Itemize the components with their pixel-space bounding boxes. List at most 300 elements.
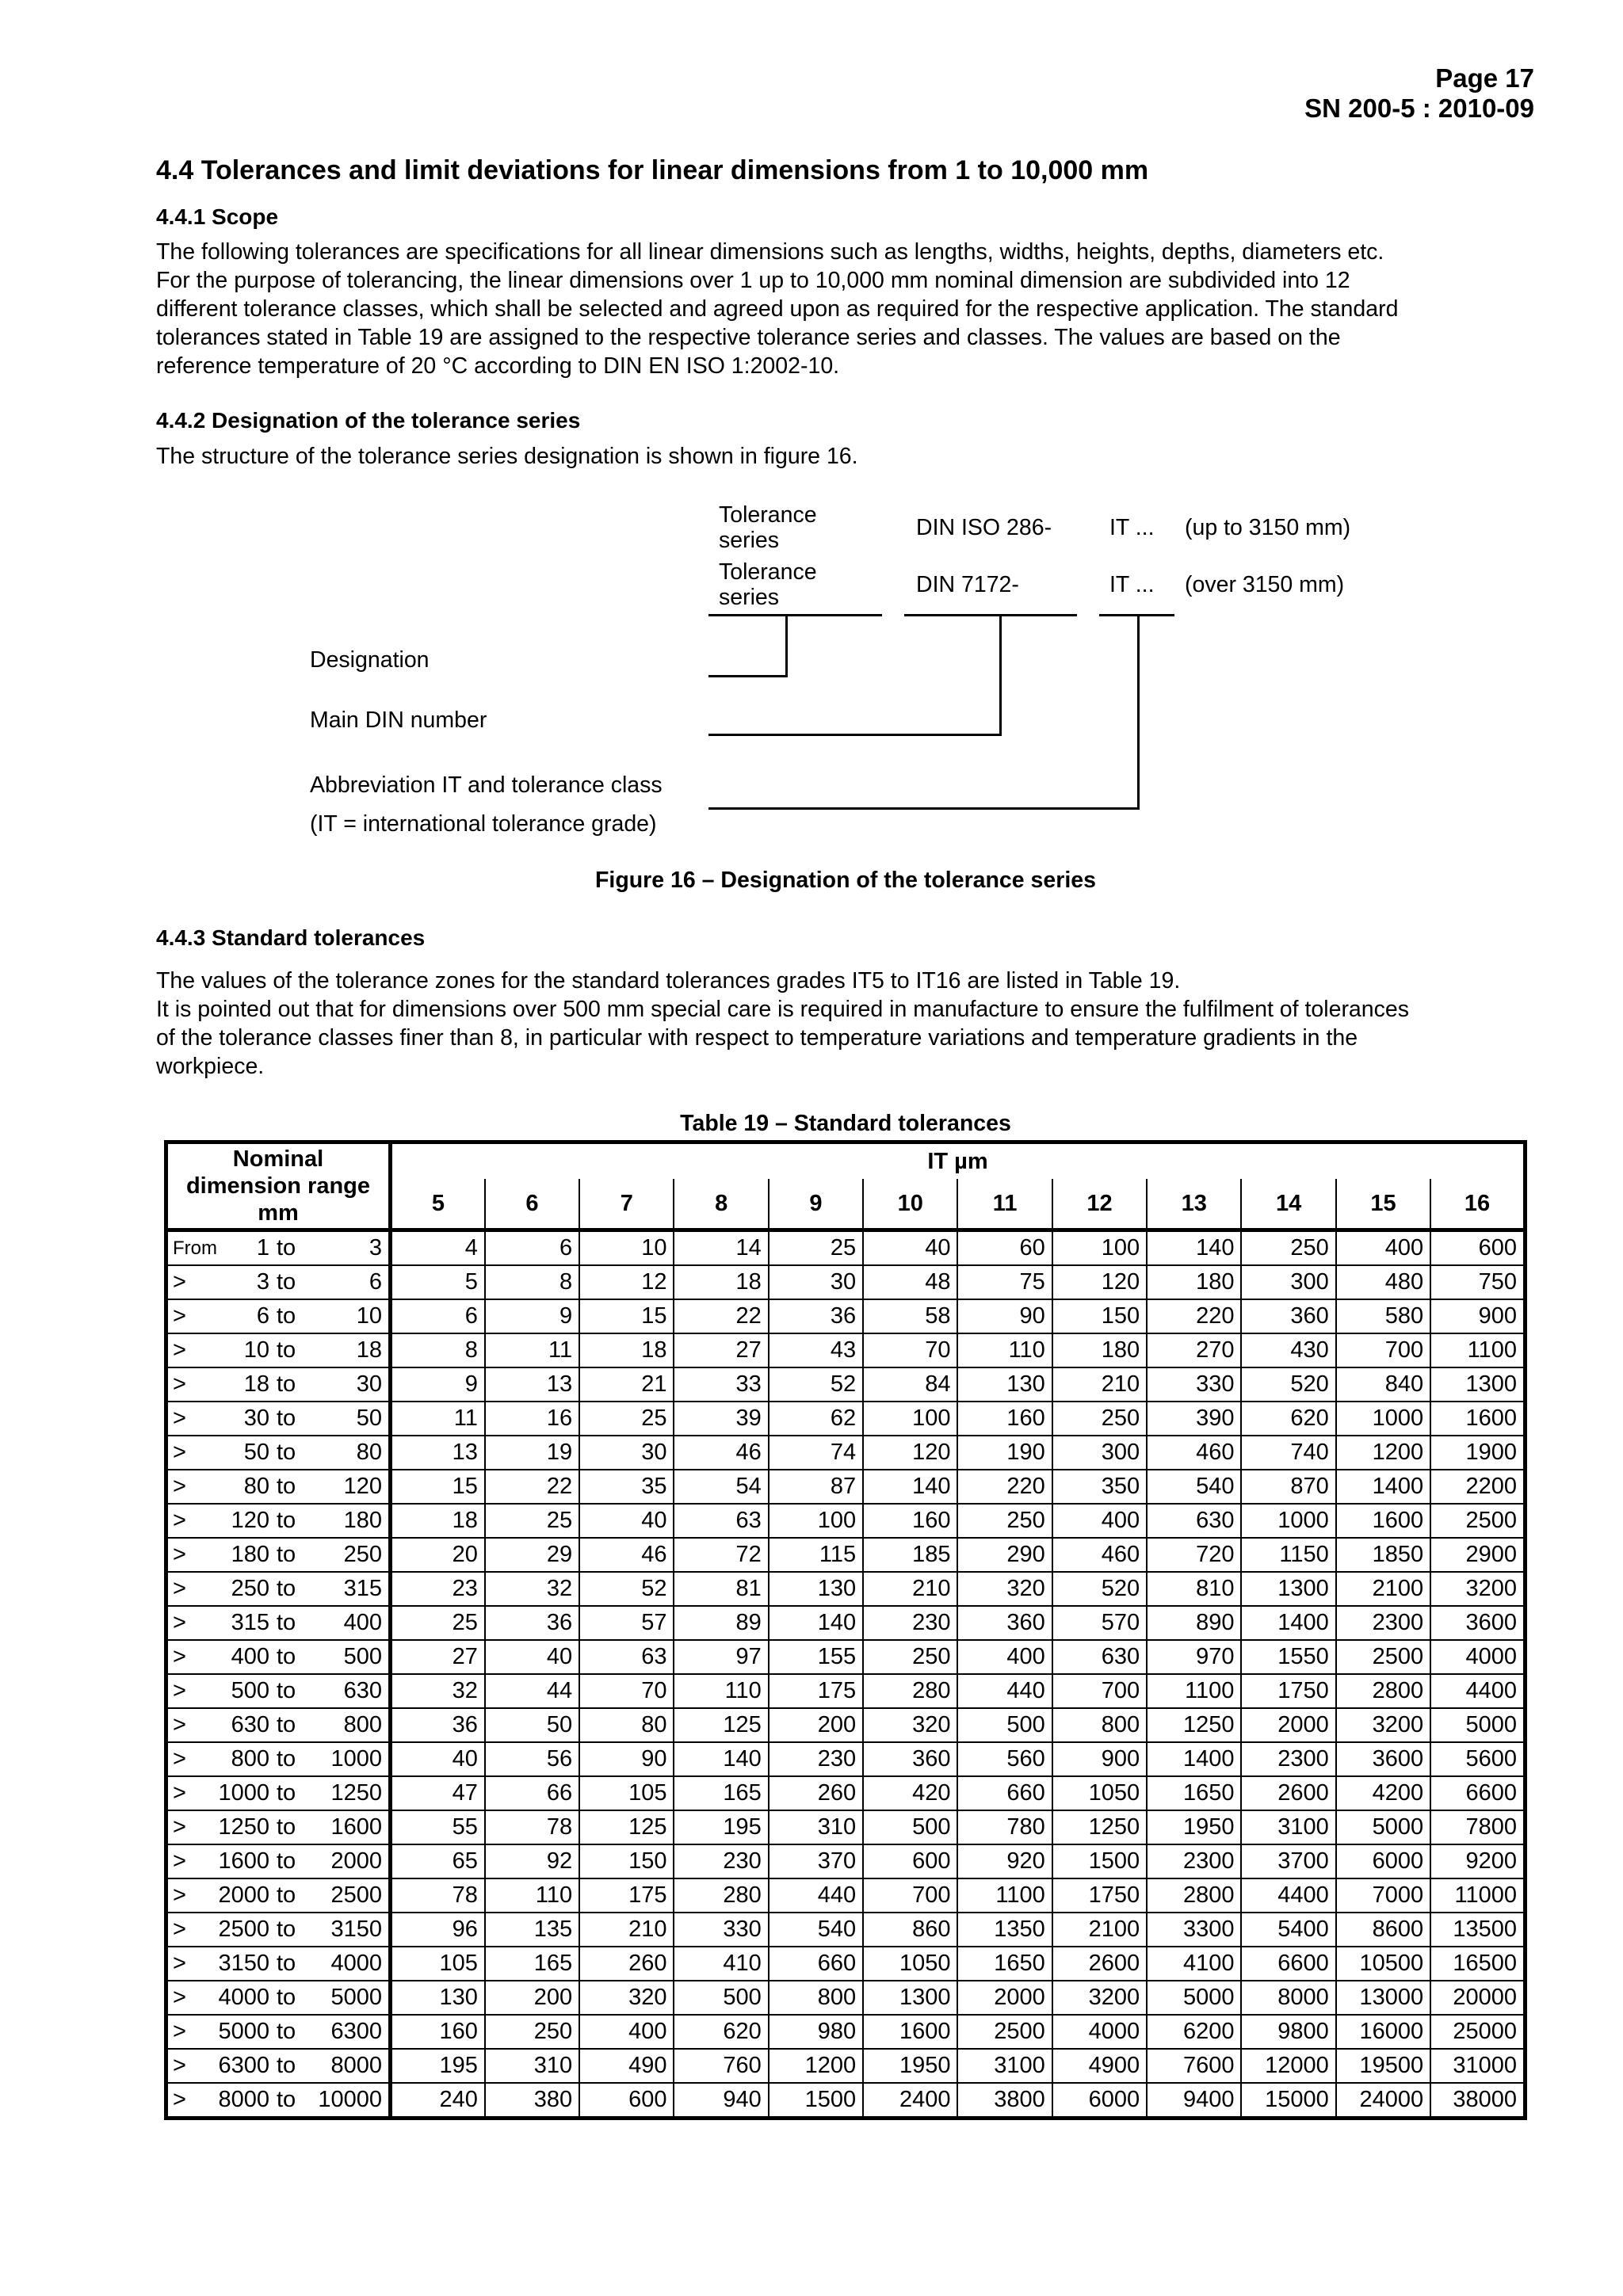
table-row xyxy=(166,1538,1526,1572)
tolerance-value: 210 xyxy=(863,1572,957,1606)
tolerance-value: 1600 xyxy=(863,2015,957,2049)
tolerance-value: 890 xyxy=(1147,1606,1241,1640)
table-row xyxy=(166,1742,1526,1776)
text-line: series xyxy=(719,528,780,553)
tolerance-value: 9400 xyxy=(1147,2083,1241,2119)
range-to: to xyxy=(277,1371,296,1397)
tolerance-value: 300 xyxy=(1241,1265,1335,1299)
label-abbreviation-note: (IT = international tolerance grade) xyxy=(310,811,657,837)
tolerance-value: 1850 xyxy=(1336,1538,1430,1572)
range-to: to xyxy=(277,1542,296,1567)
it-class-1: IT ... xyxy=(1109,515,1155,540)
tolerance-value: 11 xyxy=(485,1333,579,1367)
text-line: workpiece. xyxy=(156,1054,265,1079)
tolerance-value: 16500 xyxy=(1430,1947,1525,1981)
range-prefix: > xyxy=(173,1644,186,1669)
grade-header: 15 xyxy=(1336,1179,1430,1230)
table-row xyxy=(166,2049,1526,2083)
tolerance-value: 6 xyxy=(391,1299,485,1333)
standard-tolerances-paragraph xyxy=(156,967,1409,1081)
tolerance-value: 320 xyxy=(579,1981,674,2015)
tolerance-value: 4200 xyxy=(1336,1776,1430,1810)
range-prefix: > xyxy=(173,1371,186,1397)
range-upto: 8000 xyxy=(330,2053,382,2078)
tolerance-value: 200 xyxy=(769,1708,863,1742)
tolerance-value: 180 xyxy=(1147,1265,1241,1299)
underline-din xyxy=(904,614,1077,616)
tolerance-value: 2500 xyxy=(957,2015,1052,2049)
tolerance-value: 81 xyxy=(674,1572,768,1606)
tolerance-value: 90 xyxy=(957,1299,1052,1333)
table-row xyxy=(166,1402,1526,1436)
range-prefix: > xyxy=(173,1712,186,1737)
tolerance-value: 25 xyxy=(769,1230,863,1266)
range-from: 6 xyxy=(256,1303,269,1329)
text-line: mm xyxy=(258,1200,299,1226)
tolerance-value: 600 xyxy=(863,1844,957,1878)
table-row xyxy=(166,1572,1526,1606)
tolerance-value: 9 xyxy=(391,1367,485,1402)
tolerance-value: 490 xyxy=(579,2049,674,2083)
tolerance-value: 46 xyxy=(579,1538,674,1572)
tolerance-value: 18 xyxy=(579,1333,674,1367)
grade-header: 14 xyxy=(1241,1179,1335,1230)
standard-tolerances-heading: 4.4.3 Standard tolerances xyxy=(156,925,426,950)
range-upto: 1600 xyxy=(330,1814,382,1840)
range-upto: 800 xyxy=(343,1712,382,1737)
tolerance-value: 9800 xyxy=(1241,2015,1335,2049)
tolerance-value: 3200 xyxy=(1336,1708,1430,1742)
range-cell xyxy=(166,2015,391,2049)
tolerance-value: 130 xyxy=(957,1367,1052,1402)
tolerance-value: 3700 xyxy=(1241,1844,1335,1878)
table-row xyxy=(166,1265,1526,1299)
tolerance-value: 115 xyxy=(769,1538,863,1572)
text-line: For the purpose of tolerancing, the linear dimensions over 1 up to 10,000 mm nominal dimension are subdivided into 12 xyxy=(156,268,1350,293)
tolerance-value: 80 xyxy=(579,1708,674,1742)
tolerance-value: 2500 xyxy=(1430,1504,1525,1538)
tolerance-value: 750 xyxy=(1430,1265,1525,1299)
range-prefix: > xyxy=(173,2053,186,2078)
tolerance-value: 140 xyxy=(674,1742,768,1776)
tolerance-value: 66 xyxy=(485,1776,579,1810)
range-prefix: > xyxy=(173,1610,186,1635)
range-cell xyxy=(166,1708,391,1742)
tolerance-value: 3800 xyxy=(957,2083,1052,2119)
tolerance-value: 3600 xyxy=(1336,1742,1430,1776)
table-row xyxy=(166,1504,1526,1538)
range-prefix: > xyxy=(173,1269,186,1295)
tolerance-value: 29 xyxy=(485,1538,579,1572)
text-line: dimension range xyxy=(185,1173,371,1199)
tolerance-value: 900 xyxy=(1430,1299,1525,1333)
tolerance-value: 600 xyxy=(579,2083,674,2119)
tolerance-value: 9200 xyxy=(1430,1844,1525,1878)
tolerance-value: 32 xyxy=(485,1572,579,1606)
tolerance-value: 5 xyxy=(391,1265,485,1299)
table-row xyxy=(166,1981,1526,2015)
tolerance-value: 2300 xyxy=(1336,1606,1430,1640)
tolerance-value: 70 xyxy=(579,1674,674,1708)
tolerance-value: 15000 xyxy=(1241,2083,1335,2119)
tolerance-value: 2200 xyxy=(1430,1470,1525,1504)
tolerance-value: 22 xyxy=(485,1470,579,1504)
range-prefix: > xyxy=(173,1985,186,2010)
tolerance-value: 540 xyxy=(1147,1470,1241,1504)
tolerance-value: 52 xyxy=(769,1367,863,1402)
tolerance-value: 2100 xyxy=(1336,1572,1430,1606)
tolerance-value: 84 xyxy=(863,1367,957,1402)
tolerance-value: 260 xyxy=(579,1947,674,1981)
tolerance-value: 1300 xyxy=(1430,1367,1525,1402)
tolerance-value: 920 xyxy=(957,1844,1052,1878)
tolerance-value: 1000 xyxy=(1241,1504,1335,1538)
tolerance-value: 40 xyxy=(485,1640,579,1674)
range-prefix: > xyxy=(173,1405,186,1431)
tolerance-value: 230 xyxy=(863,1606,957,1640)
tolerance-value: 62 xyxy=(769,1402,863,1436)
range-from: 50 xyxy=(243,1440,269,1465)
tolerance-value: 160 xyxy=(957,1402,1052,1436)
tolerance-value: 1100 xyxy=(957,1878,1052,1913)
tolerance-value: 15 xyxy=(579,1299,674,1333)
range-from: 1 xyxy=(256,1235,269,1261)
tolerance-value: 14 xyxy=(674,1230,768,1266)
tolerance-value: 740 xyxy=(1241,1436,1335,1470)
tolerance-value: 32 xyxy=(391,1674,485,1708)
scope-paragraph xyxy=(156,238,1398,380)
text-line: different tolerance classes, which shall be selected and agreed upon as required for the respective application. The standard xyxy=(156,296,1399,322)
connector-din-h xyxy=(708,734,1002,736)
tolerance-value: 5000 xyxy=(1147,1981,1241,2015)
range-cell xyxy=(166,1606,391,1640)
tolerance-value: 13000 xyxy=(1336,1981,1430,2015)
tolerance-value: 3300 xyxy=(1147,1913,1241,1947)
tolerance-value: 630 xyxy=(1147,1504,1241,1538)
tolerance-value: 195 xyxy=(391,2049,485,2083)
tolerance-value: 1250 xyxy=(1147,1708,1241,1742)
tolerance-value: 3100 xyxy=(957,2049,1052,2083)
tolerance-value: 9 xyxy=(485,1299,579,1333)
tolerance-value: 200 xyxy=(485,1981,579,2015)
tolerance-value: 12000 xyxy=(1241,2049,1335,2083)
range-header xyxy=(166,1142,391,1230)
range-upto: 630 xyxy=(343,1678,382,1703)
table-row xyxy=(166,1299,1526,1333)
range-cell xyxy=(166,1402,391,1436)
text-line: reference temperature of 20 °C according to DIN EN ISO 1:2002-10. xyxy=(156,353,840,379)
tolerance-value: 6 xyxy=(485,1230,579,1266)
tolerance-value: 700 xyxy=(1052,1674,1147,1708)
range-upto: 10000 xyxy=(318,2087,382,2112)
tolerance-value: 430 xyxy=(1241,1333,1335,1367)
tolerance-value: 440 xyxy=(957,1674,1052,1708)
range-from: 120 xyxy=(231,1508,269,1533)
range-cell xyxy=(166,1640,391,1674)
label-designation: Designation xyxy=(310,647,430,673)
tolerance-value: 11 xyxy=(391,1402,485,1436)
tolerance-value: 540 xyxy=(769,1913,863,1947)
range-prefix: > xyxy=(173,1780,186,1806)
range-to: to xyxy=(277,1644,296,1669)
tolerance-value: 40 xyxy=(863,1230,957,1266)
table-row xyxy=(166,1913,1526,1947)
tolerance-value: 27 xyxy=(674,1333,768,1367)
range-from: 10 xyxy=(243,1337,269,1363)
connector-designation-h xyxy=(708,675,788,677)
text-line: The following tolerances are specifications for all linear dimensions such as lengths, widths, heights, depths, diameters etc. xyxy=(156,239,1384,265)
range-to: to xyxy=(277,2019,296,2044)
tolerance-value: 560 xyxy=(957,1742,1052,1776)
range-prefix: > xyxy=(173,1746,186,1772)
tolerance-value: 160 xyxy=(391,2015,485,2049)
tolerance-value: 320 xyxy=(957,1572,1052,1606)
range-from: 315 xyxy=(231,1610,269,1635)
tolerance-value: 1550 xyxy=(1241,1640,1335,1674)
range-prefix: > xyxy=(173,1474,186,1499)
tolerance-value: 1500 xyxy=(1052,1844,1147,1878)
tolerance-value: 320 xyxy=(863,1708,957,1742)
tolerance-value: 210 xyxy=(579,1913,674,1947)
tolerance-value: 520 xyxy=(1052,1572,1147,1606)
range-upto: 315 xyxy=(343,1576,382,1601)
range-prefix: > xyxy=(173,1303,186,1329)
tolerance-value: 52 xyxy=(579,1572,674,1606)
range-to: to xyxy=(277,1712,296,1737)
text-line: tolerances stated in Table 19 are assigned to the respective tolerance series and classes. The values are based on the xyxy=(156,325,1341,350)
standard-tolerances-table xyxy=(164,1140,1527,2120)
range-upto: 3150 xyxy=(330,1917,382,1942)
range-to: to xyxy=(277,1440,296,1465)
tolerance-value: 2500 xyxy=(1336,1640,1430,1674)
grade-header: 9 xyxy=(769,1179,863,1230)
connector-designation-v xyxy=(785,615,788,677)
tolerance-value: 48 xyxy=(863,1265,957,1299)
range-2: (over 3150 mm) xyxy=(1185,572,1345,597)
range-to: to xyxy=(277,1235,296,1261)
range-to: to xyxy=(277,1780,296,1806)
range-prefix: From xyxy=(173,1238,217,1259)
tolerance-value: 2800 xyxy=(1147,1878,1241,1913)
tolerance-value: 2000 xyxy=(1241,1708,1335,1742)
tolerance-value: 130 xyxy=(769,1572,863,1606)
tolerance-value: 100 xyxy=(863,1402,957,1436)
range-to: to xyxy=(277,1576,296,1601)
tolerance-value: 23 xyxy=(391,1572,485,1606)
tolerance-value: 10 xyxy=(579,1230,674,1266)
tolerance-value: 230 xyxy=(674,1844,768,1878)
grade-header: 8 xyxy=(674,1179,768,1230)
range-upto: 500 xyxy=(343,1644,382,1669)
range-cell xyxy=(166,2049,391,2083)
tolerance-value: 350 xyxy=(1052,1470,1147,1504)
text-line: The values of the tolerance zones for the standard tolerances grades IT5 to IT16 are listed in Table 19. xyxy=(156,968,1181,994)
tolerance-value: 260 xyxy=(769,1776,863,1810)
tolerance-value: 25 xyxy=(579,1402,674,1436)
tolerance-value: 370 xyxy=(769,1844,863,1878)
tolerance-value: 15 xyxy=(391,1470,485,1504)
tolerance-value: 175 xyxy=(579,1878,674,1913)
tolerance-value: 4000 xyxy=(1052,2015,1147,2049)
range-upto: 180 xyxy=(343,1508,382,1533)
tolerance-value: 125 xyxy=(674,1708,768,1742)
tolerance-value: 155 xyxy=(769,1640,863,1674)
tolerance-value: 780 xyxy=(957,1810,1052,1844)
range-upto: 120 xyxy=(343,1474,382,1499)
tolerance-value: 24000 xyxy=(1336,2083,1430,2119)
tolerance-value: 250 xyxy=(1241,1230,1335,1266)
range-prefix: > xyxy=(173,1814,186,1840)
tolerance-value: 360 xyxy=(957,1606,1052,1640)
label-abbreviation: Abbreviation IT and tolerance class xyxy=(310,772,663,798)
tolerance-value: 6000 xyxy=(1336,1844,1430,1878)
tolerance-value: 110 xyxy=(485,1878,579,1913)
range-cell xyxy=(166,1333,391,1367)
tolerance-value: 27 xyxy=(391,1640,485,1674)
tolerance-value: 1250 xyxy=(1052,1810,1147,1844)
range-cell xyxy=(166,1504,391,1538)
range-to: to xyxy=(277,1610,296,1635)
tolerance-value: 420 xyxy=(863,1776,957,1810)
range-upto: 30 xyxy=(356,1371,382,1397)
tolerance-value: 140 xyxy=(1147,1230,1241,1266)
tolerance-value: 1300 xyxy=(1241,1572,1335,1606)
range-prefix: > xyxy=(173,1882,186,1908)
range-to: to xyxy=(277,1474,296,1499)
range-from: 1250 xyxy=(218,1814,269,1840)
tolerance-value: 96 xyxy=(391,1913,485,1947)
tolerance-value: 5400 xyxy=(1241,1913,1335,1947)
tolerance-value: 400 xyxy=(1336,1230,1430,1266)
grade-header: 13 xyxy=(1147,1179,1241,1230)
text-line: It is pointed out that for dimensions over 500 mm special care is required in manufacture to ensure the fulfilment of tolerances xyxy=(156,997,1409,1022)
din-number-2: DIN 7172- xyxy=(916,572,1019,597)
range-to: to xyxy=(277,1917,296,1942)
range-cell xyxy=(166,1981,391,2015)
range-upto: 1000 xyxy=(330,1746,382,1772)
tolerance-value: 700 xyxy=(863,1878,957,1913)
tolerance-value: 18 xyxy=(674,1265,768,1299)
tolerance-value: 250 xyxy=(1052,1402,1147,1436)
tolerance-value: 60 xyxy=(957,1230,1052,1266)
range-prefix: > xyxy=(173,2019,186,2044)
range-from: 2000 xyxy=(218,1882,269,1908)
range-upto: 2500 xyxy=(330,1882,382,1908)
range-cell xyxy=(166,1913,391,1947)
range-from: 4000 xyxy=(218,1985,269,2010)
tolerance-value: 78 xyxy=(485,1810,579,1844)
range-prefix: > xyxy=(173,1542,186,1567)
tolerance-value: 12 xyxy=(579,1265,674,1299)
tolerance-value: 390 xyxy=(1147,1402,1241,1436)
tolerance-value: 1500 xyxy=(769,2083,863,2119)
tolerance-value: 2100 xyxy=(1052,1913,1147,1947)
tolerance-value: 6600 xyxy=(1241,1947,1335,1981)
tolerance-value: 580 xyxy=(1336,1299,1430,1333)
tolerance-value: 7800 xyxy=(1430,1810,1525,1844)
table-row xyxy=(166,2015,1526,2049)
range-cell xyxy=(166,1776,391,1810)
tolerance-value: 150 xyxy=(1052,1299,1147,1333)
tolerance-value: 75 xyxy=(957,1265,1052,1299)
tolerance-value: 400 xyxy=(579,2015,674,2049)
tolerance-value: 8 xyxy=(391,1333,485,1367)
grade-header: 10 xyxy=(863,1179,957,1230)
tolerance-value: 240 xyxy=(391,2083,485,2119)
tolerance-value: 58 xyxy=(863,1299,957,1333)
range-upto: 50 xyxy=(356,1405,382,1431)
tolerance-value: 380 xyxy=(485,2083,579,2119)
connector-it-v xyxy=(1137,615,1140,809)
text-line: Tolerance xyxy=(719,502,817,528)
tolerance-value: 1950 xyxy=(1147,1810,1241,1844)
range-to: to xyxy=(277,1746,296,1772)
tolerance-value: 310 xyxy=(769,1810,863,1844)
tolerance-value: 800 xyxy=(769,1981,863,2015)
tolerance-value: 2900 xyxy=(1430,1538,1525,1572)
range-cell xyxy=(166,1674,391,1708)
tolerance-value: 400 xyxy=(957,1640,1052,1674)
range-prefix: > xyxy=(173,1508,186,1533)
tolerance-value: 63 xyxy=(674,1504,768,1538)
range-to: to xyxy=(277,1678,296,1703)
range-cell xyxy=(166,1810,391,1844)
tolerance-value: 135 xyxy=(485,1913,579,1947)
table-row xyxy=(166,1230,1526,1266)
connector-it-h xyxy=(708,807,1140,810)
range-prefix: > xyxy=(173,1678,186,1703)
tolerance-value: 8 xyxy=(485,1265,579,1299)
tolerance-value: 50 xyxy=(485,1708,579,1742)
range-prefix: > xyxy=(173,1440,186,1465)
text-line: Nominal xyxy=(232,1146,324,1172)
range-from: 2500 xyxy=(218,1917,269,1942)
tolerance-value: 31000 xyxy=(1430,2049,1525,2083)
tolerance-value: 1750 xyxy=(1052,1878,1147,1913)
tolerance-value: 1600 xyxy=(1336,1504,1430,1538)
tolerance-value: 480 xyxy=(1336,1265,1430,1299)
tolerance-value: 280 xyxy=(863,1674,957,1708)
tolerance-value: 250 xyxy=(957,1504,1052,1538)
range-upto: 6 xyxy=(369,1269,382,1295)
tolerance-value: 360 xyxy=(863,1742,957,1776)
table-row xyxy=(166,1606,1526,1640)
tolerance-value: 7000 xyxy=(1336,1878,1430,1913)
range-from: 800 xyxy=(231,1746,269,1772)
tolerance-value: 185 xyxy=(863,1538,957,1572)
tolerance-value: 3100 xyxy=(1241,1810,1335,1844)
tolerance-value: 100 xyxy=(769,1504,863,1538)
tolerance-value: 1100 xyxy=(1430,1333,1525,1367)
range-from: 250 xyxy=(231,1576,269,1601)
designation-heading: 4.4.2 Designation of the tolerance series xyxy=(156,408,581,433)
tolerance-value: 210 xyxy=(1052,1367,1147,1402)
grade-header: 5 xyxy=(391,1179,485,1230)
tolerance-value: 300 xyxy=(1052,1436,1147,1470)
tolerance-value: 38000 xyxy=(1430,2083,1525,2119)
range-cell xyxy=(166,1299,391,1333)
range-to: to xyxy=(277,1303,296,1329)
range-to: to xyxy=(277,2087,296,2112)
tolerance-value: 700 xyxy=(1336,1333,1430,1367)
range-cell xyxy=(166,1470,391,1504)
tolerance-value: 65 xyxy=(391,1844,485,1878)
designation-text: The structure of the tolerance series designation is shown in figure 16. xyxy=(156,444,858,469)
tolerance-value: 165 xyxy=(485,1947,579,1981)
tolerance-value: 2600 xyxy=(1241,1776,1335,1810)
tolerance-value: 1000 xyxy=(1336,1402,1430,1436)
tolerance-value: 460 xyxy=(1147,1436,1241,1470)
